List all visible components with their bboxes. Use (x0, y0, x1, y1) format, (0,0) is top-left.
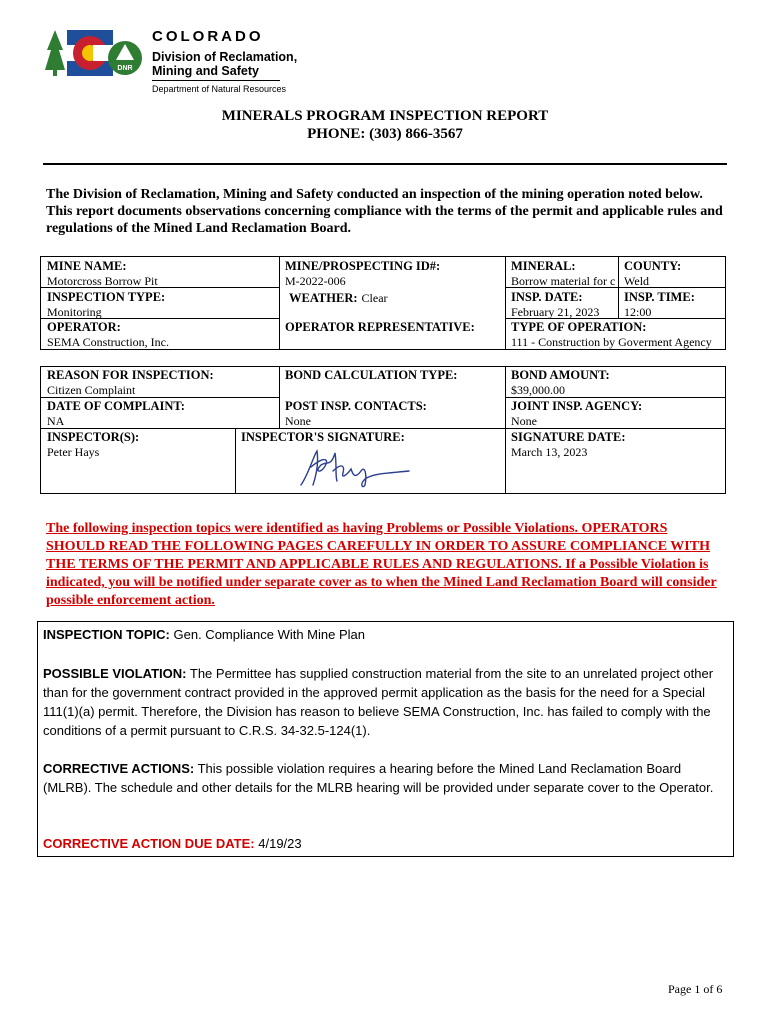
county-value: Weld (624, 274, 650, 288)
mineral-label: MINERAL: (511, 259, 576, 273)
inspector-label: INSPECTOR(S): (47, 430, 140, 444)
mineral-value: Borrow material for c (511, 274, 616, 288)
inspection-details-table (40, 366, 726, 494)
due-date-line (43, 834, 728, 853)
possible-violation-paragraph (43, 664, 728, 740)
corrective-actions-paragraph (43, 759, 728, 797)
joint-agency-label: JOINT INSP. AGENCY: (511, 399, 643, 413)
mine-name-label: MINE NAME: (47, 259, 127, 273)
complaint-date-value: NA (47, 414, 65, 428)
org-name: COLORADO (152, 28, 264, 45)
bond-calc-label: BOND CALCULATION TYPE: (285, 368, 458, 382)
inspection-type-value: Monitoring (47, 305, 102, 319)
topic-value: Gen. Compliance With Mine Plan (173, 627, 365, 642)
mine-id-label: MINE/PROSPECTING ID#: (285, 259, 441, 273)
operator-rep-label: OPERATOR REPRESENTATIVE: (285, 320, 475, 334)
mine-name-value: Motorcross Borrow Pit (47, 274, 158, 288)
insp-time-value: 12:00 (624, 305, 652, 319)
header-divider (152, 80, 280, 81)
dnr-badge-text: DNR (117, 65, 133, 72)
insp-time-label: INSP. TIME: (624, 290, 695, 304)
corrective-label: CORRECTIVE ACTIONS: (43, 761, 195, 776)
report-phone: PHONE: (303) 866-3567 (307, 126, 463, 142)
insp-date-value: February 21, 2023 (511, 305, 600, 319)
operator-value: SEMA Construction, Inc. (47, 335, 169, 349)
mine-id-value: M-2022-006 (285, 274, 346, 288)
corrective-text: This possible violation requires a hearing before the Mined Land Reclamation Board (MLRB). The schedule and other details for the MLRB hearing will be provided under separate cover to the Operator. (43, 761, 714, 795)
inspector-signature-label: INSPECTOR'S SIGNATURE: (241, 430, 405, 444)
joint-agency-value: None (511, 414, 537, 428)
colorado-dnr-logo (45, 26, 145, 82)
topic-label: INSPECTION TOPIC: (43, 627, 170, 642)
weather-value: Clear (361, 291, 388, 305)
type-of-operation-value: 111 - Construction by Goverment Agency (511, 335, 712, 349)
report-title: MINERALS PROGRAM INSPECTION REPORT (221, 108, 549, 124)
insp-date-label: INSP. DATE: (511, 290, 583, 304)
signature-date-label: SIGNATURE DATE: (511, 430, 626, 444)
post-contacts-value: None (285, 414, 311, 428)
due-date-value: 4/19/23 (258, 836, 302, 851)
department-name: Department of Natural Resources (152, 84, 287, 94)
violation-notice: The following inspection topics were identified as having Problems or Possible Violations. OPERATORS SHOULD READ THE FOLLOWING PAGES CAREFULLY IN ORDER TO ASSURE COMPLIANCE WITH THE TERMS OF THE PERMIT AND APPLICABLE RULES AND REGULATIONS. If a Possible Violation is indicated, you will be notified under separate cover as to when the Mined Land Reclamation Board will consider possible enforcement action. (46, 521, 717, 608)
county-label: COUNTY: (624, 259, 682, 273)
page-number: Page 1 of 6 (668, 982, 723, 996)
post-contacts-label: POST INSP. CONTACTS: (285, 399, 427, 413)
title-divider (43, 163, 727, 165)
violation-text: The Permittee has supplied construction material from the site to an unrelated project other than for the government contract provided in the approved permit application as the basis for the need for a Special 111(1)(a) permit. Therefore, the Division has reason to believe SEMA Construction, Inc. has failed to comply with the conditions of a permit pursuant to C.R.S. 34-32.5-124(1). (43, 666, 714, 738)
type-of-operation-label: TYPE OF OPERATION: (511, 320, 647, 334)
inspection-type-label: INSPECTION TYPE: (47, 290, 166, 304)
mine-info-table (40, 256, 726, 350)
weather-label: WEATHER: (289, 291, 358, 305)
reason-label: REASON FOR INSPECTION: (47, 368, 214, 382)
bond-amount-label: BOND AMOUNT: (511, 368, 610, 382)
inspection-topic-box (37, 621, 734, 857)
operator-label: OPERATOR: (47, 320, 121, 334)
complaint-date-label: DATE OF COMPLAINT: (47, 399, 185, 413)
due-date-label: CORRECTIVE ACTION DUE DATE: (43, 836, 255, 851)
reason-value: Citizen Complaint (47, 383, 136, 397)
topic-line (43, 625, 728, 644)
bond-amount-value: $39,000.00 (511, 383, 565, 397)
inspector-value: Peter Hays (47, 445, 100, 459)
violation-label: POSSIBLE VIOLATION: (43, 666, 187, 681)
signature-date-value: March 13, 2023 (511, 445, 588, 459)
division-line-1: Division of Reclamation, (152, 50, 298, 64)
intro-paragraph: The Division of Reclamation, Mining and Safety conducted an inspection of the mining operation noted below. This report documents observations concerning compliance with the terms of the permit and applicable rules and regulations of the Mined Land Reclamation Board. (46, 187, 723, 236)
division-line-2: Mining and Safety (152, 64, 259, 78)
inspector-signature-image (291, 445, 421, 489)
